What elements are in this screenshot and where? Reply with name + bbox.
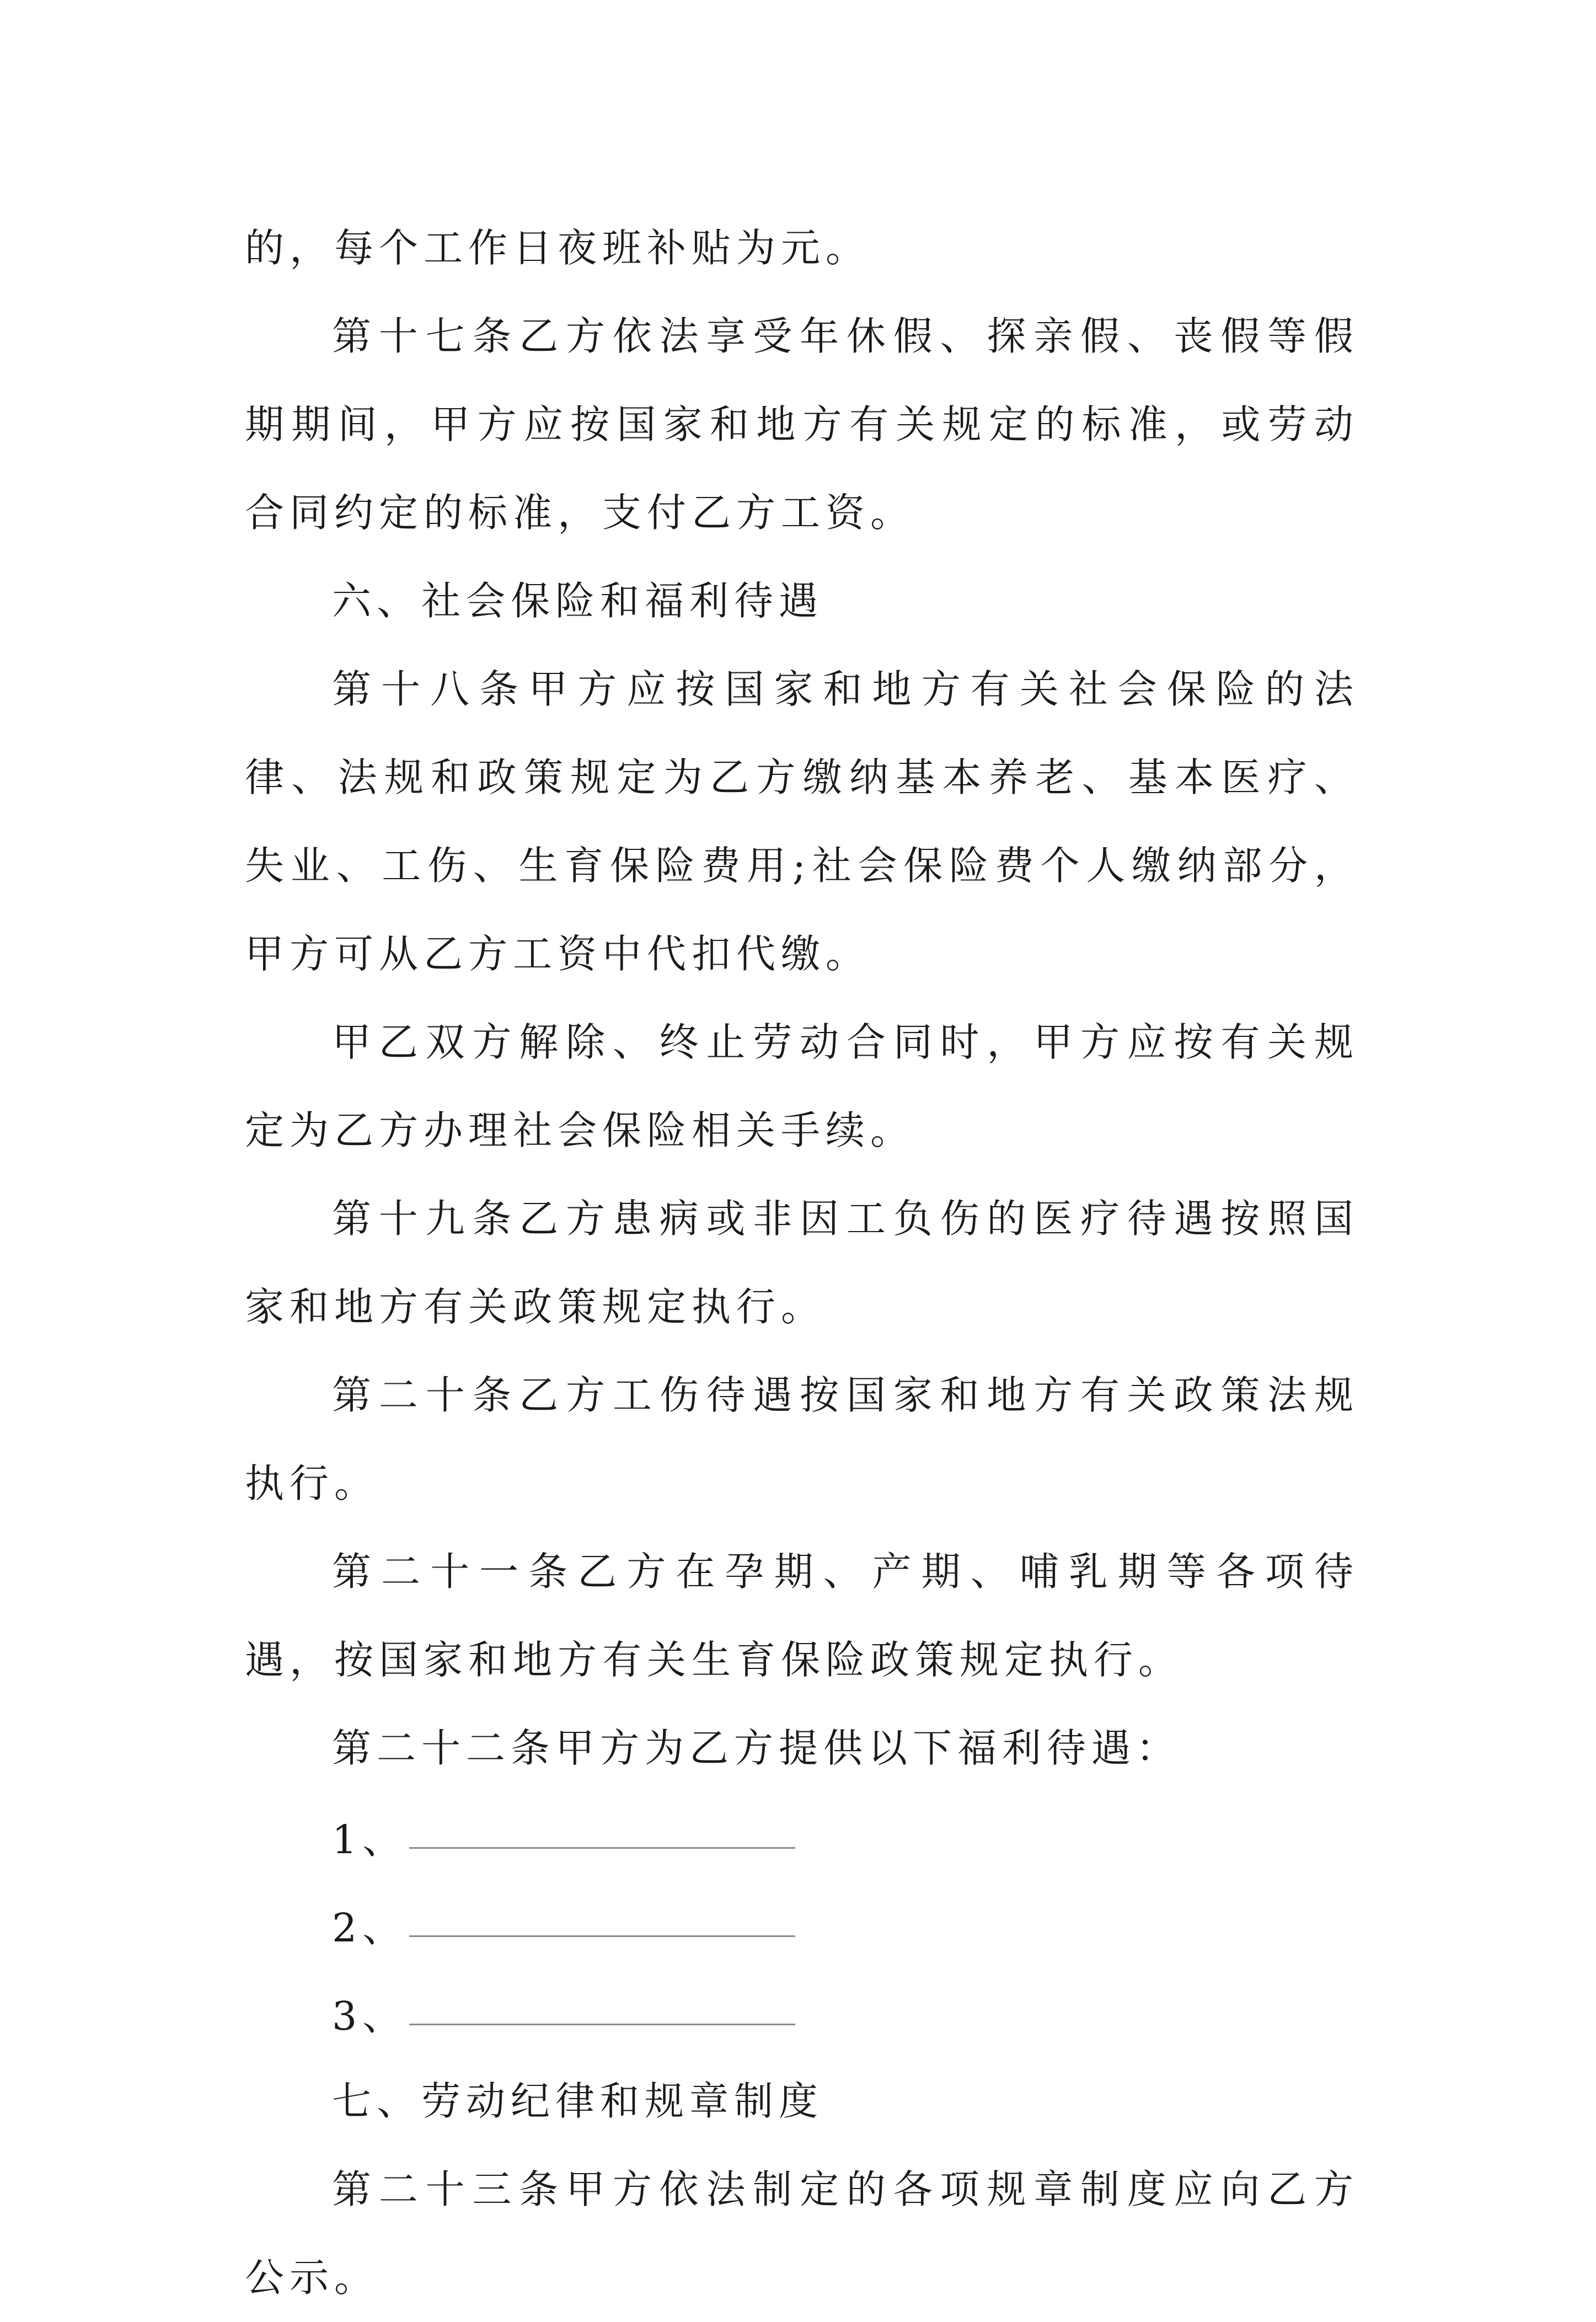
paragraph-article-23: 第二十三条甲方依法制定的各项规章制度应向乙方公示。: [245, 2166, 1359, 2300]
paragraph-termination-insurance: 甲乙双方解除、终止劳动合同时，甲方应按有关规定为乙方办理社会保险相关手续。: [245, 1019, 1359, 1153]
paragraph-article-21: 第二十一条乙方在孕期、产期、哺乳期等各项待遇，按国家和地方有关生育保险政策规定执行。: [245, 1549, 1359, 1683]
paragraph-article-20: 第二十条乙方工伤待遇按国家和地方有关政策法规执行。: [245, 1372, 1359, 1506]
paragraph-article-22: 第二十二条甲方为乙方提供以下福利待遇：: [332, 1725, 1181, 1771]
benefit-item-3: [245, 1969, 1359, 2057]
fill-in-blank-line[interactable]: [409, 1847, 795, 1849]
document-body: [245, 204, 1359, 2322]
benefit-item-2: [245, 1881, 1359, 1969]
paragraph-continuation: 的，每个工作日夜班补贴为元。: [245, 225, 871, 271]
section-heading-labor-discipline: 七、劳动纪律和规章制度: [332, 2078, 824, 2124]
benefit-item-number: 1、: [332, 1817, 408, 1863]
benefit-item-number: 3、: [332, 1993, 408, 2039]
paragraph-article-18: 第十八条甲方应按国家和地方有关社会保险的法律、法规和政策规定为乙方缴纳基本养老、基本医疗、失业、工伤、生育保险费用;社会保险费个人缴纳部分，甲方可从乙方工资中代扣代缴。: [245, 666, 1359, 977]
paragraph-article-19: 第十九条乙方患病或非因工负伤的医疗待遇按照国家和地方有关政策规定执行。: [245, 1196, 1359, 1330]
fill-in-blank-line[interactable]: [409, 2024, 795, 2025]
paragraph-article-17: 第十七条乙方依法享受年休假、探亲假、丧假等假期期间，甲方应按国家和地方有关规定的标准，或劳动合同约定的标准，支付乙方工资。: [245, 313, 1359, 536]
benefit-item-1: [245, 1793, 1359, 1881]
fill-in-blank-line[interactable]: [409, 1935, 795, 1937]
benefit-item-number: 2、: [332, 1905, 408, 1951]
section-heading-social-insurance: 六、社会保险和福利待遇: [332, 578, 824, 624]
